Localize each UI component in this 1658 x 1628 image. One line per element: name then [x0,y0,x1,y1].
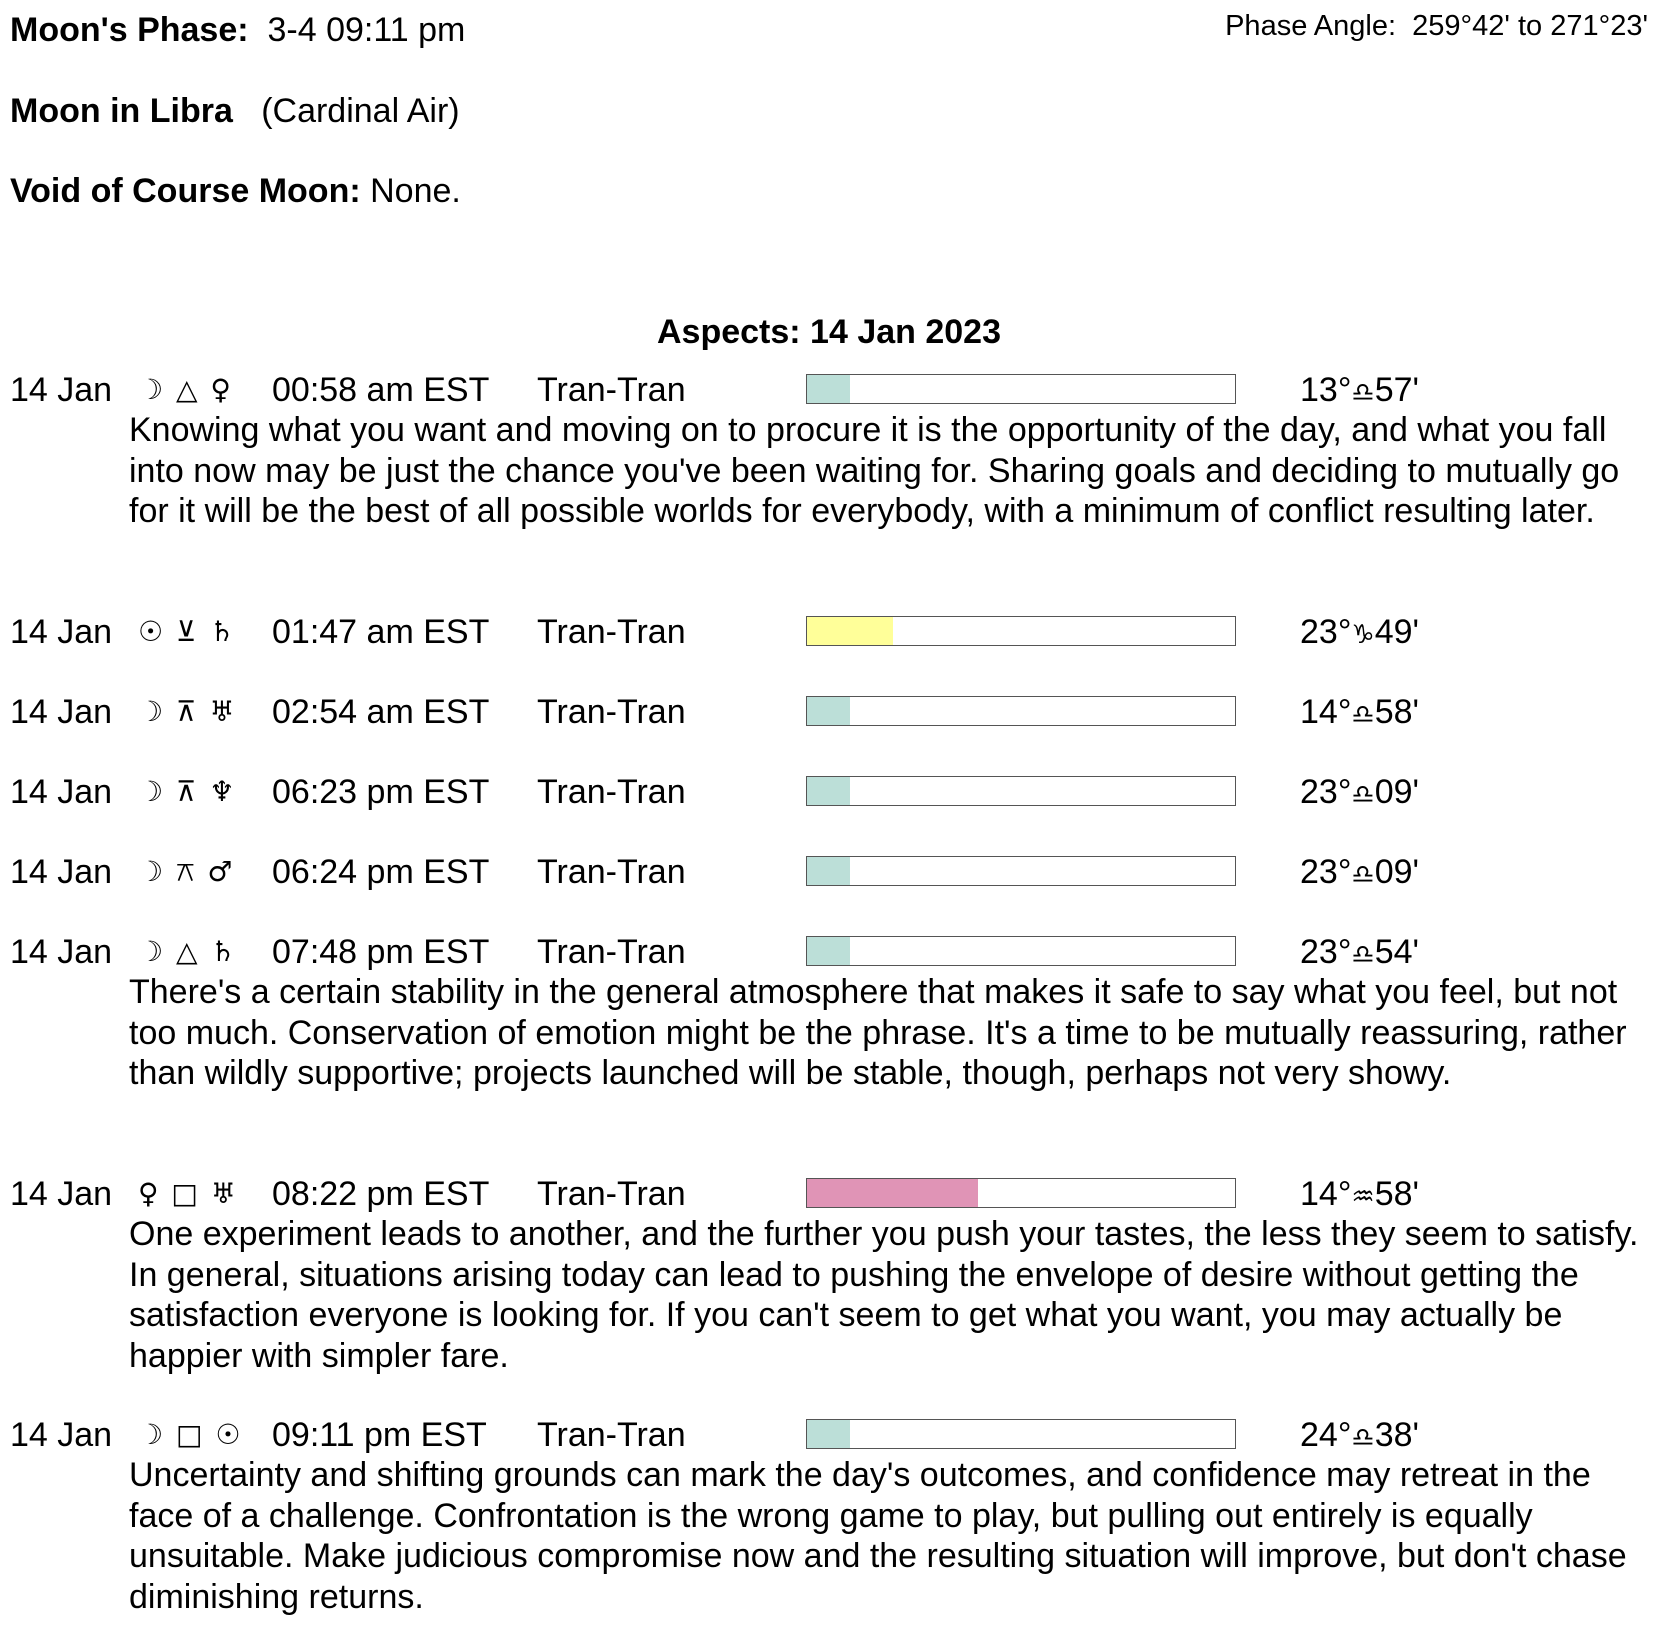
aspect-strength-fill [807,697,850,725]
aspect-time: 06:23 pm EST [272,773,490,811]
aspect-date: 14 Jan [10,853,113,891]
aspect-type: Tran-Tran [537,1175,686,1213]
aspect-type: Tran-Tran [537,1416,686,1454]
aspect-glyphs-icon: ☽ ⊼ ♅ [138,695,237,728]
moon-sign-line [10,91,460,131]
aspect-entry [0,1415,1658,1617]
aspect-date: 14 Jan [10,371,113,409]
aspect-time: 06:24 pm EST [272,853,490,891]
zodiac-sign-icon: ♎ [1351,1423,1375,1453]
zodiac-sign-icon: ♎ [1351,940,1375,970]
aspect-strength-bar [806,1419,1236,1449]
aspect-entry [0,932,1658,1094]
aspect-glyphs-icon: ☽ ⚻ ♂ [138,855,235,888]
zodiac-sign-icon: ♑ [1351,620,1375,650]
moon-sign-value: (Cardinal Air) [261,92,460,130]
moon-phase-label: Moon's Phase: [10,11,249,49]
zodiac-sign-icon: ♎ [1351,860,1375,890]
aspect-minute: 49' [1374,613,1420,651]
void-of-course-value: None. [370,172,461,210]
aspect-row [0,772,1658,812]
aspect-row [0,932,1658,972]
aspect-date: 14 Jan [10,1175,113,1213]
aspect-time: 01:47 am EST [272,613,490,651]
aspect-degree: 14° [1300,1175,1352,1213]
aspect-entry [0,692,1658,732]
aspect-strength-bar [806,696,1236,726]
aspect-entry [0,852,1658,892]
void-of-course-label: Void of Course Moon: [10,172,361,210]
aspect-entry [0,772,1658,812]
zodiac-sign-icon: ♎ [1351,378,1375,408]
aspect-date: 14 Jan [10,933,113,971]
aspect-entry [0,1174,1658,1376]
aspect-strength-fill [807,617,893,645]
aspect-strength-bar [806,936,1236,966]
aspect-strength-fill [807,1179,978,1207]
aspect-type: Tran-Tran [537,371,686,409]
aspect-position [1300,772,1419,815]
aspect-time: 09:11 pm EST [272,1416,487,1454]
aspect-position [1300,692,1419,735]
aspect-type: Tran-Tran [537,853,686,891]
aspect-date: 14 Jan [10,693,113,731]
zodiac-sign-icon: ♎ [1351,780,1375,810]
aspect-time: 02:54 am EST [272,693,490,731]
moon-phase-value: 3-4 09:11 pm [267,11,466,49]
aspect-strength-fill [807,937,850,965]
aspect-time: 07:48 pm EST [272,933,490,971]
zodiac-sign-icon: ♎ [1351,700,1375,730]
aspect-position [1300,852,1419,895]
aspect-strength-fill [807,777,850,805]
aspect-degree: 23° [1300,853,1352,891]
aspect-degree: 14° [1300,693,1352,731]
aspect-glyphs-icon: ☉ ⊻ ♄ [138,615,237,648]
phase-angle [1225,8,1648,44]
aspect-row [0,370,1658,410]
aspect-glyphs-icon: ☽ ⊼ ♆ [138,775,237,808]
aspect-entry [0,612,1658,652]
aspect-glyphs-icon: ♀ □ ♅ [138,1177,238,1210]
aspect-description: Uncertainty and shifting grounds can mark the day's outcomes, and confidence may retreat in the face of a challenge. Confrontation is the wrong game to play, but pulling out entirely is equally unsuitable. Make judicious compromise now and the resulting situation will improve, but don't chase diminishing returns. [129,1456,1627,1616]
aspect-glyphs-icon: ☽ □ ☉ [138,1418,243,1451]
zodiac-sign-icon: ♒ [1351,1182,1375,1212]
aspect-degree: 23° [1300,933,1352,971]
aspect-strength-fill [807,1420,850,1448]
void-of-course-line [10,171,461,211]
aspect-row [0,1415,1658,1455]
phase-angle-value: 259°42' to 271°23' [1412,10,1648,42]
aspect-type: Tran-Tran [537,933,686,971]
aspect-degree: 23° [1300,773,1352,811]
aspect-minute: 09' [1374,853,1420,891]
aspect-position [1300,1174,1419,1217]
aspect-glyphs-icon: ☽ △ ♀ [138,373,233,406]
aspect-glyphs-icon: ☽ △ ♄ [138,935,238,968]
aspect-strength-bar [806,776,1236,806]
phase-angle-label: Phase Angle: [1225,10,1397,42]
aspect-type: Tran-Tran [537,693,686,731]
aspect-date: 14 Jan [10,773,113,811]
aspect-strength-fill [807,857,850,885]
aspect-date: 14 Jan [10,1416,113,1454]
aspect-row [0,1174,1658,1214]
aspect-degree: 23° [1300,613,1352,651]
aspect-minute: 58' [1374,693,1420,731]
aspect-type: Tran-Tran [537,613,686,651]
aspect-description: Knowing what you want and moving on to procure it is the opportunity of the day, and what you fall into now may be just the chance you've been waiting for. Sharing goals and deciding to mutually go for it will be the best of all possible worlds for everybody, with a minimum of conflict resulting later. [129,411,1620,530]
aspect-position [1300,1415,1419,1458]
moon-phase-line [10,10,465,50]
aspect-time: 08:22 pm EST [272,1175,490,1213]
aspect-strength-bar [806,616,1236,646]
aspect-date: 14 Jan [10,613,113,651]
aspect-row [0,852,1658,892]
aspect-degree: 13° [1300,371,1352,409]
moon-sign-label: Moon in Libra [10,92,233,130]
aspect-position [1300,370,1419,413]
aspect-minute: 38' [1374,1416,1420,1454]
aspect-minute: 09' [1374,773,1420,811]
aspect-description: One experiment leads to another, and the further you push your tastes, the less they seem to satisfy. In general, situations arising today can lead to pushing the envelope of desire without getting the satisfaction everyone is looking for. If you can't seem to get what you want, you may actually be happier with simpler fare. [129,1215,1639,1375]
aspect-strength-bar [806,856,1236,886]
aspect-degree: 24° [1300,1416,1352,1454]
aspect-row [0,612,1658,652]
aspect-strength-bar [806,1178,1236,1208]
aspect-strength-fill [807,375,850,403]
aspect-time: 00:58 am EST [272,371,490,409]
aspect-position [1300,932,1419,975]
aspect-row [0,692,1658,732]
aspect-entry [0,370,1658,532]
aspect-minute: 57' [1374,371,1420,409]
aspect-minute: 58' [1374,1175,1420,1213]
aspect-position [1300,612,1419,655]
aspect-description: There's a certain stability in the general atmosphere that makes it safe to say what you feel, but not too much. Conservation of emotion might be the phrase. It's a time to be mutually reassuring, rather than wildly supportive; projects launched will be stable, though, perhaps not very showy. [129,973,1627,1092]
aspect-type: Tran-Tran [537,773,686,811]
aspect-minute: 54' [1374,933,1420,971]
aspects-title: Aspects: 14 Jan 2023 [657,313,1001,351]
aspect-strength-bar [806,374,1236,404]
